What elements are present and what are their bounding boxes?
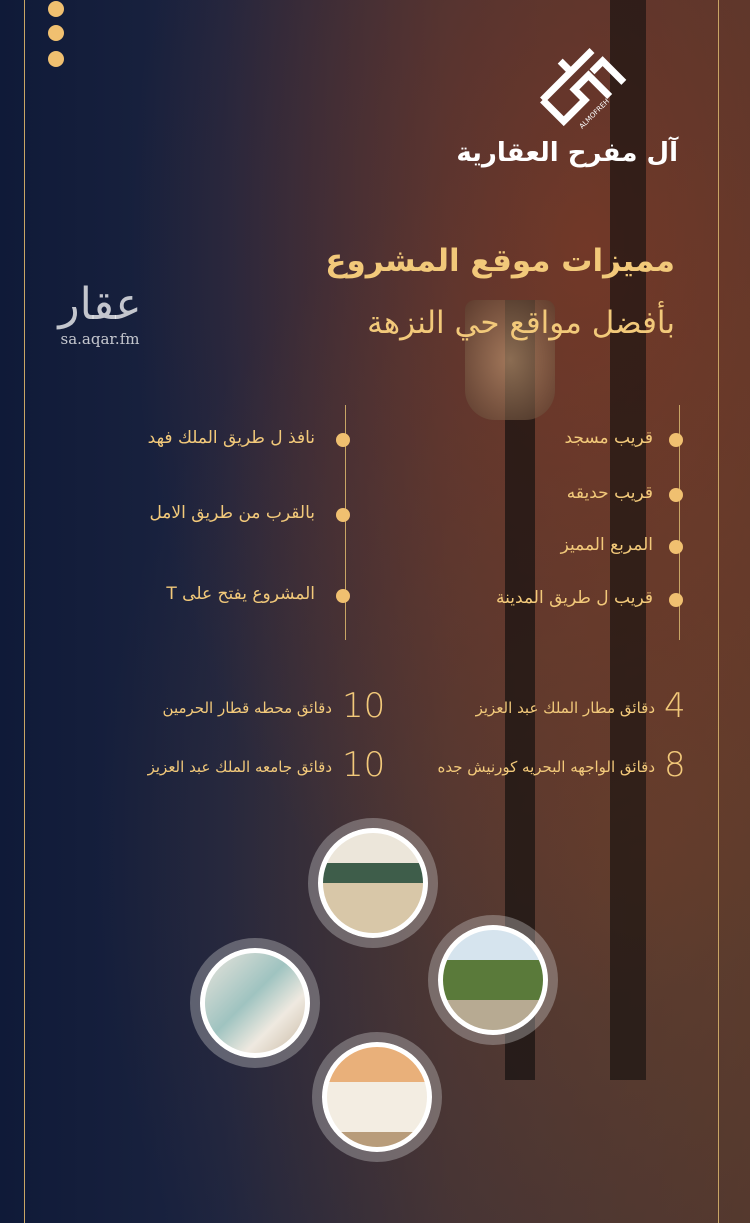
decor-dot: [48, 1, 64, 17]
page-subtitle: بأفضل مواقع حي النزهة: [367, 305, 675, 341]
aqar-watermark: [40, 280, 160, 348]
bullet: [336, 433, 350, 447]
feature-item: المشروع يفتح على T: [166, 584, 315, 604]
distance-minutes: 8: [664, 745, 686, 785]
park-photo: [438, 925, 548, 1035]
classroom-photo: [318, 828, 428, 938]
distance-label: دقائق محطه قطار الحرمين: [162, 699, 332, 717]
distance-minutes: 10: [342, 686, 386, 726]
frame-line-right: [718, 0, 719, 1223]
bullet: [669, 433, 683, 447]
distance-minutes: 4: [664, 686, 686, 726]
bullet: [669, 540, 683, 554]
frame-line-left: [24, 0, 25, 1223]
decor-dot: [48, 25, 64, 41]
brand-logo: ALMOFREH: [530, 40, 630, 135]
bullet: [669, 488, 683, 502]
distance-label: دقائق مطار الملك عبد العزيز: [475, 699, 655, 717]
decor-dot: [48, 51, 64, 67]
feature-item: نافذ ل طريق الملك فهد: [147, 428, 315, 448]
distance-minutes: 10: [342, 745, 386, 785]
feature-item: بالقرب من طريق الامل: [149, 503, 315, 523]
bullet: [669, 593, 683, 607]
bullet: [336, 589, 350, 603]
feature-item: المربع المميز: [560, 535, 653, 555]
feature-item: قريب حديقه: [566, 483, 653, 503]
hospital-photo: [200, 948, 310, 1058]
feature-item: قريب مسجد: [564, 428, 653, 448]
aqar-url: sa.aqar.fm: [60, 330, 140, 348]
aqar-logo-text: عقار: [58, 279, 142, 330]
mosque-photo: [322, 1042, 432, 1152]
page-title: مميزات موقع المشروع: [325, 243, 675, 279]
brand-name: آل مفرح العقارية: [456, 138, 678, 168]
bullet: [336, 508, 350, 522]
distance-label: دقائق جامعه الملك عبد العزيز: [147, 758, 332, 776]
feature-item: قريب ل طريق المدينة: [496, 588, 653, 608]
distance-label: دقائق الواجهه البحريه كورنيش جده: [437, 758, 655, 776]
